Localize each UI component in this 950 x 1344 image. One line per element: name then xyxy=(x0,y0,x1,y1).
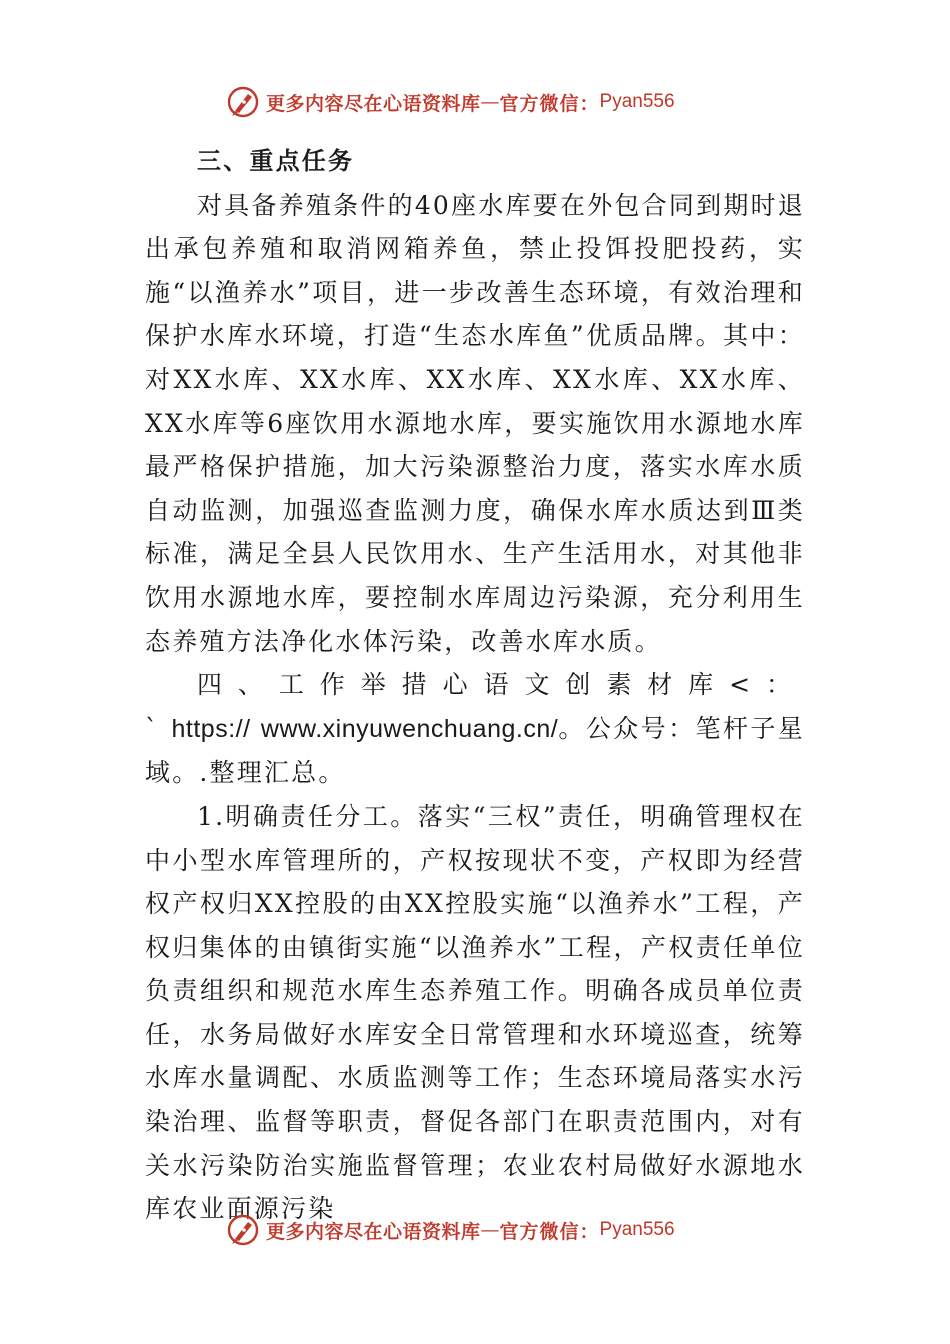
banner-official-label: 官方微信： xyxy=(499,92,600,115)
section-4-paragraph xyxy=(145,663,805,795)
banner-wechat-id: Pyan556 xyxy=(599,91,675,112)
banner-separator: — xyxy=(480,1219,500,1241)
section-3-heading: 三、重点任务 xyxy=(197,147,355,175)
pen-nib-logo-icon xyxy=(226,1213,260,1247)
item-1-paragraph: 1.明确责任分工。落实“三权”责任，明确管理权在中小型水库管理所的，产权按现状不变，产权即为经营权产权归XX控股的由XX控股实施“以渔养水”工程，产权归集体的由镇街实施“以渔养水”工程，产权责任单位负责组织和规范水库生态养殖工作。明确各成员单位责任，水务局做好水库安全日常管理和水环境巡查，统筹水库水量调配、水质监测等工作；生态环境局落实水污染治理、监督等职责，督促各部门在职责范围内，对有关水污染防治实施监督管理；农业农村局做好水源地水库农业面源污染 xyxy=(145,801,805,1224)
section-4-url-part-2[interactable]: www.xinyuwenchuang.cn/ xyxy=(260,714,559,743)
section-4-tail-text: 。公众号：笔杆子星域。.整理汇总。 xyxy=(145,713,805,788)
banner-wechat-id: Pyan556 xyxy=(599,1219,675,1240)
footer-banner xyxy=(226,1210,746,1250)
header-banner xyxy=(226,82,746,122)
section-3-paragraph: 对具备养殖条件的40座水库要在外包合同到期时退出承包养殖和取消网箱养鱼，禁止投饵投肥投药，实施“以渔养水”项目，进一步改善生态环境，有效治理和保护水库水环境，打造“生态水库鱼”优质品牌。其中：对XX水库、XX水库、XX水库、XX水库、XX水库、XX水库等6座饮用水源地水库，要实施饮用水源地水库最严格保护措施，加大污染源整治力度，落实水库水质自动监测，加强巡查监测力度，确保水库水质达到Ⅲ类标准，满足全县人民饮用水、生产生活用水，对其他非饮用水源地水库，要控制水库周边污染源，充分利用生态养殖方法净化水体污染，改善水库水质。 xyxy=(145,190,805,656)
pen-nib-logo-icon xyxy=(226,85,260,119)
section-4-heading-text: 四、工作举措心语文创素材库<：` xyxy=(145,670,805,743)
document-body xyxy=(145,140,805,1231)
section-4-url-part-1[interactable]: https:// xyxy=(171,714,251,743)
banner-brand-text: 更多内容尽在心语资料库 xyxy=(266,1220,481,1243)
banner-brand-text: 更多内容尽在心语资料库 xyxy=(266,92,481,115)
banner-separator: — xyxy=(480,91,500,113)
banner-official-label: 官方微信： xyxy=(499,1220,600,1243)
